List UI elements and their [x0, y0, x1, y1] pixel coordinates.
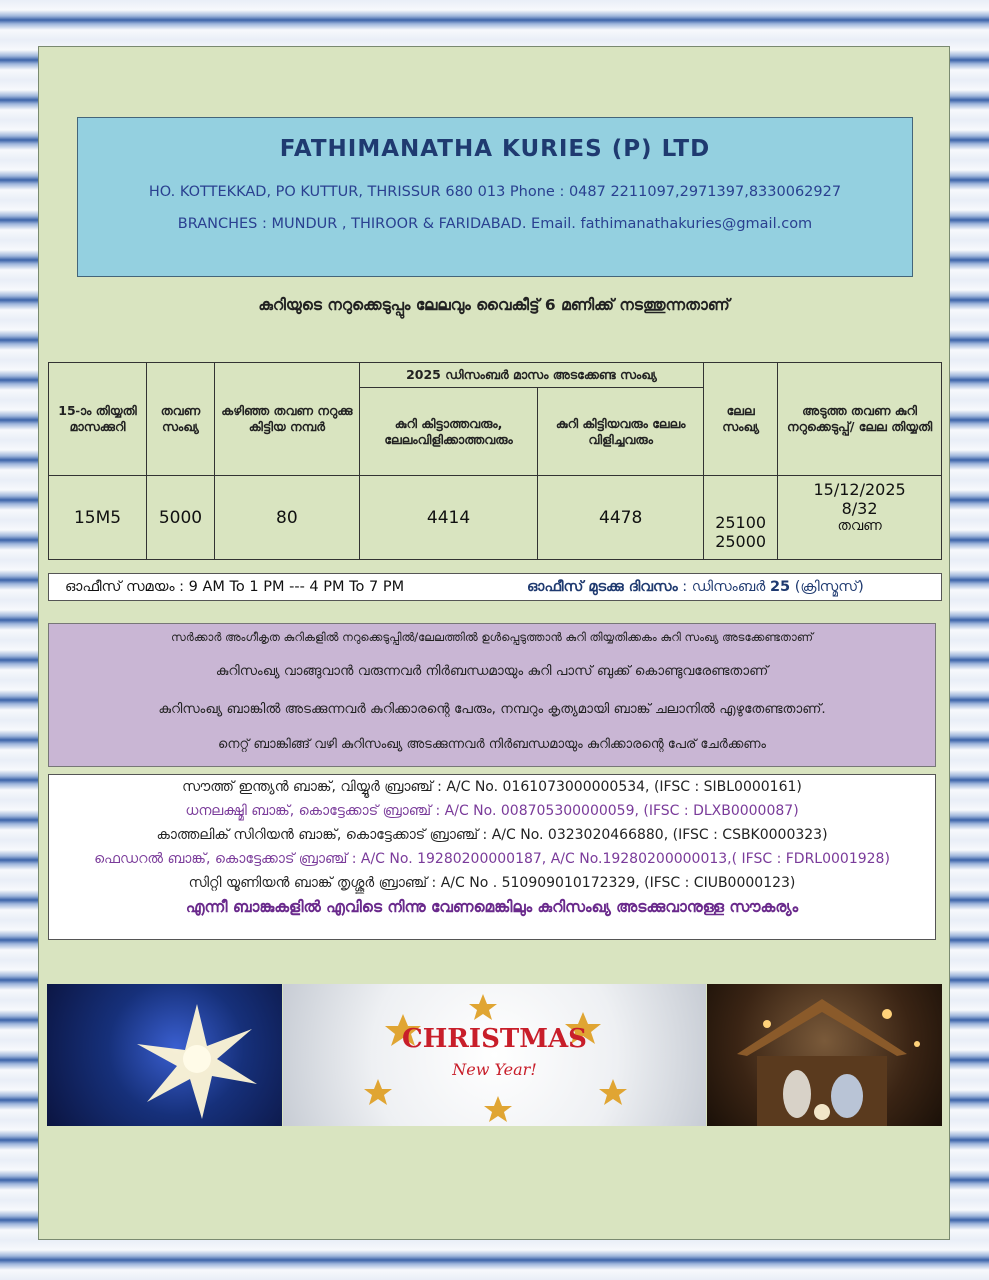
bank-dhanlaxmi: ധനലക്ഷ്മി ബാങ്ക്, കൊട്ടേക്കാട് ബ്രാഞ്ച് : A/C No. 008705300000059, (IFSC : DLXB0000087)	[185, 803, 799, 819]
office-holiday-day: 25	[769, 579, 791, 595]
stars-wreath-icon	[283, 984, 706, 1126]
auction-amount-2: 25000	[715, 532, 767, 551]
cell-received: 4478	[538, 476, 704, 560]
bank-accounts-box	[48, 774, 936, 940]
office-holiday-label: ഓഫീസ് മുടക്കു ദിവസം	[527, 579, 678, 595]
notice-3: കുറിസംഖ്യ ബാങ്കിൽ അടക്കുന്നവർ കുറിക്കാരന്റെ പേരും, നമ്പറും കൃത്യമായി ബാങ്ക് ചലാനിൽ എഴുതേണ്ടതാണ്.	[158, 701, 826, 717]
office-holiday-note: (ക്രിസ്മസ്)	[790, 579, 864, 595]
banks-note: എന്നീ ബാങ്കുകളിൽ എവിടെ നിന്നു വേണമെങ്കിലും കുറിസംഖ്യ അടക്കുവാനുള്ള സൗകര്യം	[185, 898, 799, 916]
company-name: FATHIMANATHA KURIES (P) LTD	[279, 136, 711, 162]
star-lantern-image	[47, 984, 282, 1126]
cell-next-date	[778, 476, 942, 560]
header-kuri: 15-ാം തിയ്യതി മാസക്കുറി	[49, 363, 147, 476]
table-row	[49, 476, 942, 560]
cell-auction-amount	[704, 476, 778, 560]
bank-federal: ഫെഡറൽ ബാങ്ക്, കൊട്ടേക്കാട് ബ്രാഞ്ച് : A/C No. 19280200000187, A/C No.19280200000013,( IFSC : FDRL0001928)	[94, 851, 890, 867]
nativity-icon	[707, 984, 942, 1126]
header-received: കുറി കിട്ടിയവരും ലേലം വിളിച്ചവരും	[538, 388, 704, 476]
office-holiday-value: : ഡിസംബർ	[677, 579, 770, 595]
header-group-december: 2025 ഡിസംബർ മാസം അടക്കേണ്ട സംഖ്യ	[359, 363, 703, 388]
cell-not-received: 4414	[359, 476, 537, 560]
company-header	[77, 117, 913, 277]
office-holiday	[527, 574, 864, 600]
greeting-christmas: CHRISTMAS	[402, 1024, 587, 1054]
bank-city-union: സിറ്റി യൂണിയൻ ബാങ്ക് തൃശ്ശൂർ ബ്രാഞ്ച് : A/C No . 510909010172329, (IFSC : CIUB0000123)	[188, 875, 796, 891]
star-icon	[47, 984, 282, 1126]
cell-last-number: 80	[214, 476, 359, 560]
cell-kuri: 15M5	[49, 476, 147, 560]
next-installment-label: തവണ	[837, 518, 882, 534]
header-auction-amount: ലേല സംഖ്യ	[704, 363, 778, 476]
header-not-received: കുറി കിട്ടാത്തവരും, ലേലംവിളിക്കാത്തവരും	[359, 388, 537, 476]
header-installment: തവണ സംഖ്യ	[147, 363, 215, 476]
notice-4: നെറ്റ് ബാങ്കിങ്ങ് വഴി കുറിസംഖ്യ അടക്കുന്നവർ നിർബന്ധമായും കുറിക്കാരന്റെ പേര് ചേർക്കണം	[218, 737, 766, 752]
header-next-date: അടുത്ത തവണ കുറി നറുക്കെടുപ്പ്/ ലേല തിയ്യതി	[778, 363, 942, 476]
table-header-row	[49, 363, 942, 388]
bank-csb: കാത്തലിക് സിറിയൻ ബാങ്ക്, കൊട്ടേക്കാട് ബ്രാഞ്ച് : A/C No. 0323020466880, (IFSC : CSBK0000323)	[156, 827, 828, 843]
notice-page	[38, 46, 950, 1240]
auction-time-banner: കുറിയുടെ നറുക്കെടുപ്പും ലേലവും വൈകീട്ട് 6 മണിക്ക് നടത്തുന്നതാണ്	[258, 296, 730, 314]
christmas-greeting-image	[283, 984, 706, 1126]
branches-line: BRANCHES : MUNDUR , THIROOR & FARIDABAD. Email. fathimanathakuries@gmail.com	[177, 216, 813, 232]
next-date: 15/12/2025	[813, 480, 906, 499]
office-hours: ഓഫീസ് സമയം : 9 AM To 1 PM --- 4 PM To 7 PM	[65, 579, 405, 595]
notice-1: സർക്കാർ അംഗീകൃത കുറികളിൽ നറുക്കെടുപ്പിൽ/ലേലത്തിൽ ഉൾപ്പെടുത്താൻ കുറി തിയ്യതിക്കകം കുറി സംഖ്യ അടക്കേണ്ടതാണ്	[170, 630, 813, 644]
nativity-image	[707, 984, 942, 1126]
kuri-table	[48, 362, 942, 560]
head-office-address: HO. KOTTEKKAD, PO KUTTUR, THRISSUR 680 013 Phone : 0487 2211097,2971397,8330062927	[148, 184, 842, 200]
office-hours-bar	[48, 573, 942, 601]
greeting-new-year: New Year!	[452, 1060, 537, 1079]
header-last-number: കഴിഞ്ഞ തവണ നറുക്കു കിട്ടിയ നമ്പർ	[214, 363, 359, 476]
instructions-box	[48, 623, 936, 767]
cell-installment: 5000	[147, 476, 215, 560]
bank-south-indian: സൗത്ത് ഇന്ത്യൻ ബാങ്ക്, വിയ്യൂർ ബ്രാഞ്ച് : A/C No. 0161073000000534, (IFSC : SIBL0000161)	[182, 779, 802, 795]
notice-2: കുറിസംഖ്യ വാങ്ങുവാൻ വരുന്നവർ നിർബന്ധമായും കുറി പാസ് ബുക്ക് കൊണ്ടുവരേണ്ടതാണ്	[215, 663, 769, 679]
auction-amount-1: 25100	[715, 513, 767, 532]
next-installment: 8/32	[841, 499, 878, 518]
